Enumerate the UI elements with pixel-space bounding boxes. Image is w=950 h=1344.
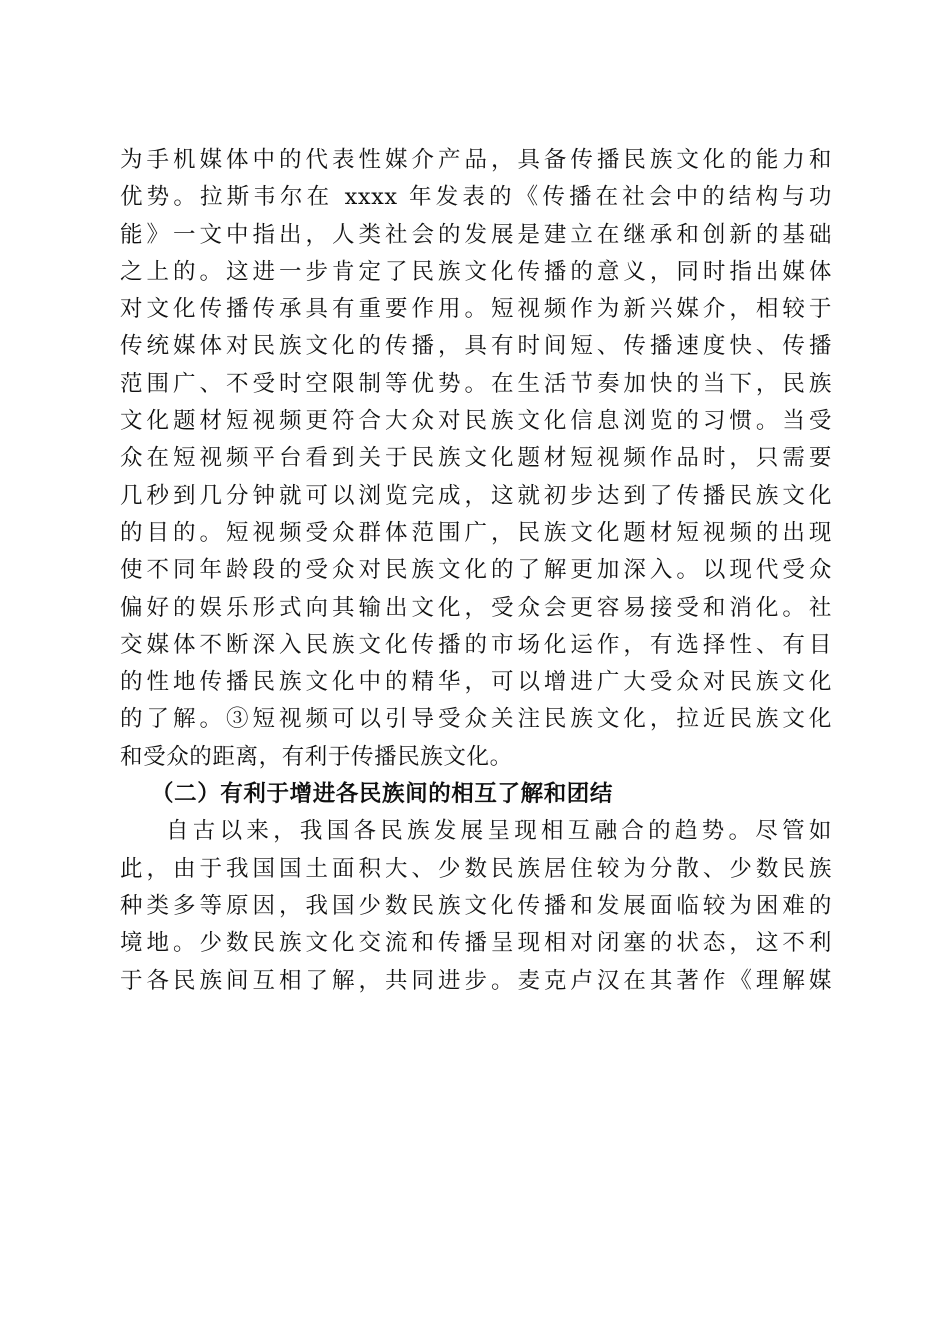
body-text-line: 范围广、不受时空限制等优势。在生活节奏加快的当下，民族 [120,370,832,397]
body-text-line: 文化题材短视频更符合大众对民族文化信息浏览的习惯。当受 [120,408,832,435]
body-text-line: 之上的。这进一步肯定了民族文化传播的意义，同时指出媒体 [120,258,832,285]
body-text-line: 和受众的距离，有利于传播民族文化。 [120,743,513,770]
body-text-line: 使不同年龄段的受众对民族文化的了解更加深入。以现代受众 [120,557,832,584]
body-text-line: 的了解。③短视频可以引导受众关注民族文化，拉近民族文化 [120,706,832,733]
body-text-line: 传统媒体对民族文化的传播，具有时间短、传播速度快、传播 [120,333,832,360]
body-text-line: 此，由于我国国土面积大、少数民族居住较为分散、少数民族 [120,855,832,882]
body-text-line: 优势。拉斯韦尔在 xxxx 年发表的《传播在社会中的结构与功 [120,184,832,211]
body-text-line: 境地。少数民族文化交流和传播呈现相对闭塞的状态，这不利 [120,930,832,957]
body-text-line: 几秒到几分钟就可以浏览完成，这就初步达到了传播民族文化 [120,482,832,509]
body-text-line: 的目的。短视频受众群体范围广，民族文化题材短视频的出现 [120,519,832,546]
body-text-line: 自古以来，我国各民族发展呈现相互融合的趋势。尽管如 [166,818,832,845]
section-heading: （二）有利于增进各民族间的相互了解和团结 [151,781,614,808]
body-text-line: 的性地传播民族文化中的精华，可以增进广大受众对民族文化 [120,669,832,696]
body-text-line: 于各民族间互相了解，共同进步。麦克卢汉在其著作《理解媒 [120,967,832,994]
body-text-line: 能》一文中指出，人类社会的发展是建立在继承和创新的基础 [120,221,832,248]
body-text-line: 偏好的娱乐形式向其输出文化，受众会更容易接受和消化。社 [120,594,832,621]
body-text-line: 对文化传播传承具有重要作用。短视频作为新兴媒介，相较于 [120,296,832,323]
body-text-line: 众在短视频平台看到关于民族文化题材短视频作品时，只需要 [120,445,832,472]
body-text-line: 交媒体不断深入民族文化传播的市场化运作，有选择性、有目 [120,631,832,658]
body-text-line: 为手机媒体中的代表性媒介产品，具备传播民族文化的能力和 [120,147,832,173]
document-body [120,142,832,1000]
body-text-line: 种类多等原因，我国少数民族文化传播和发展面临较为困难的 [120,892,832,919]
